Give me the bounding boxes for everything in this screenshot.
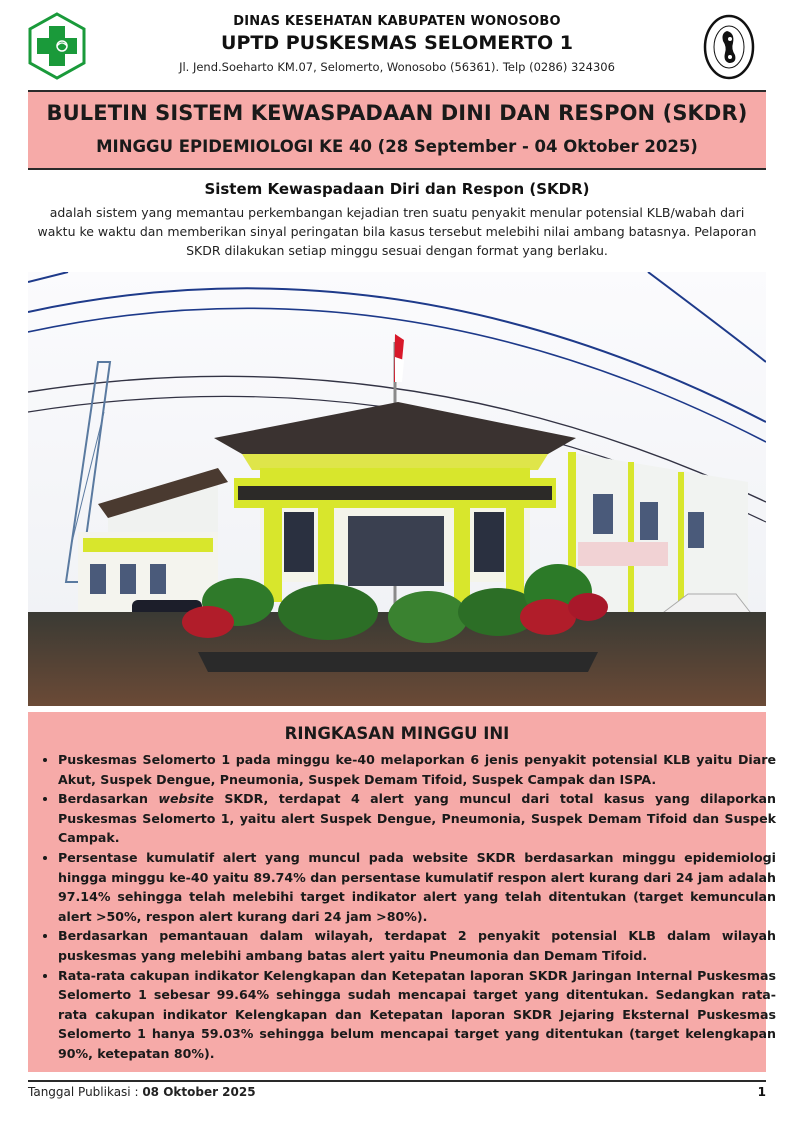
skdr-definition-title: Sistem Kewaspadaan Diri dan Respon (SKDR)	[204, 180, 590, 198]
summary-item: • Persentase kumulatif alert yang muncul pada website SKDR berdasarkan minggu epidemiologi hingga minggu ke-40 yaitu 89.74% dan persentase kumulatif respon alert kurang dari 24 jam adalah 97.14% sehingga telah melebihi target indikator alert yang telah ditentukan (target kemunculan alert >50%, respon alert kurang dari 24 jam >80%).	[58, 848, 776, 926]
publication-date: Tanggal Publikasi : 08 Oktober 2025	[28, 1085, 256, 1099]
summary-title: RINGKASAN MINGGU INI	[284, 724, 510, 743]
footer-divider	[28, 1080, 766, 1082]
weekly-summary-section	[28, 712, 776, 1072]
agency-name: DINAS KESEHATAN KABUPATEN WONOSOBO	[233, 14, 561, 29]
bulletin-title-banner	[28, 90, 766, 170]
surveillance-logo	[703, 13, 755, 81]
epidemiology-week: MINGGU EPIDEMIOLOGI KE 40 (28 September - 04 Oktober 2025)	[96, 137, 698, 156]
page-number: 1	[757, 1085, 766, 1099]
puskesmas-title: UPTD PUSKESMAS SELOMERTO 1	[221, 32, 573, 54]
health-department-logo	[28, 12, 86, 80]
summary-item: • Puskesmas Selomerto 1 pada minggu ke-40 melaporkan 6 jenis penyakit potensial KLB yaitu Diare Akut, Suspek Dengue, Pneumonia, Suspek Demam Tifoid, Suspek Campak dan ISPA.	[58, 750, 776, 789]
summary-item: • Berdasarkan website SKDR, terdapat 4 alert yang muncul dari total kasus yang dilaporkan Puskesmas Selomerto 1, yaitu alert Suspek Dengue, Pneumonia, Suspek Demam Tifoid dan Suspek Campak.	[58, 789, 776, 848]
summary-list	[40, 750, 776, 1064]
address: Jl. Jend.Soeharto KM.07, Selomerto, Wonosobo (56361). Telp (0286) 324306	[179, 60, 615, 74]
skdr-definition-text: adalah sistem yang memantau perkembangan kejadian tren suatu penyakit menular potensial KLB/wabah dari waktu ke waktu dan memberikan sinyal peringatan bila kasus tersebut melebihi nilai ambang batasnya. Pelaporan SKDR dilakukan setiap minggu sesuai dengan format yang berlaku.	[37, 205, 757, 258]
puskesmas-building-photo	[28, 272, 766, 706]
summary-item: • Berdasarkan pemantauan dalam wilayah, terdapat 2 penyakit potensial KLB dalam wilayah puskesmas yang melebihi ambang batas alert yaitu Pneumonia dan Demam Tifoid.	[58, 926, 776, 965]
summary-item: • Rata-rata cakupan indikator Kelengkapan dan Ketepatan laporan SKDR Jaringan Internal Puskesmas Selomerto 1 sebesar 99.64% sehingga sudah mencapai target yang ditentukan. Sedangkan rata-rata cakupan indikator Kelengkapan dan Ketepatan laporan SKDR Jejaring Eksternal Puskesmas Selomerto 1 hanya 59.03% sehingga belum mencapai target yang ditentukan (target kelengkapan 90%, ketepatan 80%).	[58, 966, 776, 1064]
bulletin-title: BULETIN SISTEM KEWASPADAAN DINI DAN RESPON (SKDR)	[46, 101, 748, 125]
